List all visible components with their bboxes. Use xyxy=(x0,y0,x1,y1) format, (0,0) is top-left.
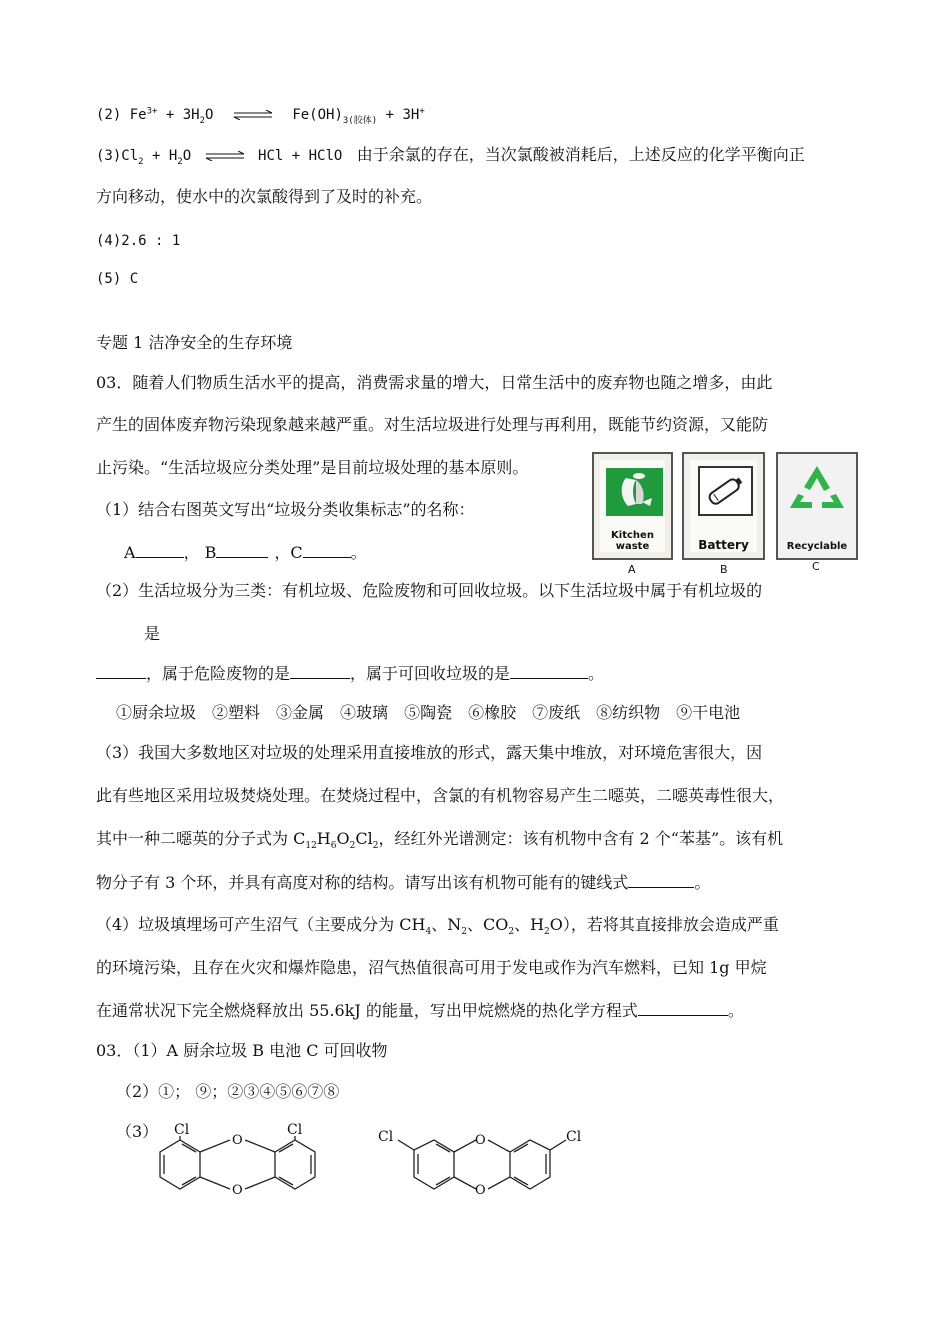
q03-intro-line3: 止污染。“生活垃圾应分类处理”是目前垃圾处理的基本原则。 xyxy=(96,458,529,477)
text: 。 xyxy=(350,543,367,562)
dioxin-structure-2 xyxy=(376,1122,591,1202)
sub: 3(胶体) xyxy=(342,115,378,126)
text: O xyxy=(182,148,192,164)
text: + 3H xyxy=(377,107,420,123)
q03-part3-line1: （3）我国大多数地区对垃圾的处理采用直接堆放的形式，露天集中堆放，对环境危害很大，因 xyxy=(96,743,763,762)
q03-part3-line3 xyxy=(96,828,783,850)
list-item: ⑨干电池 xyxy=(676,703,741,722)
chlorine-label: Cl xyxy=(378,1129,394,1145)
sub: 2 xyxy=(199,115,205,126)
text: Cl xyxy=(355,829,373,848)
q03-intro-line2: 产生的固体废弃物污染现象越来越严重。对生活垃圾进行处理与再利用，既能节约资源，又能防 xyxy=(96,415,769,434)
answer-blank-equation[interactable] xyxy=(638,999,728,1016)
text: 。 xyxy=(727,1001,744,1020)
battery-icon xyxy=(698,466,753,516)
sub: 2 xyxy=(349,841,356,852)
chlorine-label: Cl xyxy=(566,1129,582,1145)
answer-03-part2: （2）①； ⑨；②③④⑤⑥⑦⑧ xyxy=(116,1082,340,1101)
sign-letter-a: A xyxy=(628,563,636,576)
sub: 6 xyxy=(330,841,337,852)
waste-items-list xyxy=(116,702,740,724)
answer-3-equation xyxy=(96,144,805,167)
answer-3-line2: 方向移动，使水中的次氯酸得到了及时的补充。 xyxy=(96,187,433,206)
text: 、H xyxy=(514,915,545,934)
sign-caption: Recyclable xyxy=(786,541,848,552)
text: O），若将其直接排放会造成严重 xyxy=(549,915,779,934)
list-item: ④玻璃 xyxy=(340,703,389,722)
answer-blank-hazardous[interactable] xyxy=(290,662,350,679)
list-item: ⑧纺织物 xyxy=(596,703,661,722)
text: + 3H xyxy=(157,107,200,123)
label-b: ， B xyxy=(183,543,217,562)
q03-part2-line1: （2）生活垃圾分为三类：有机垃圾、危险废物和可回收垃圾。以下生活垃圾中属于有机垃圾的 xyxy=(96,581,763,600)
sub: 2 xyxy=(461,927,467,938)
sup: 3+ xyxy=(146,106,158,117)
text: (3)Cl xyxy=(96,148,139,164)
text: Fe(OH) xyxy=(292,107,343,123)
answer-2-equation xyxy=(96,104,425,126)
answer-blank-organic[interactable] xyxy=(96,662,146,679)
text: HCl + HClO xyxy=(258,148,343,164)
text: ，属于可回收垃圾的是 xyxy=(350,664,511,683)
text: 、CO xyxy=(466,915,509,934)
oxygen-label: O xyxy=(475,1183,486,1198)
text: + H xyxy=(143,148,178,164)
sup: + xyxy=(419,106,425,117)
q03-part1-blanks xyxy=(124,541,367,564)
text: 、N xyxy=(431,915,462,934)
text: O xyxy=(205,107,214,123)
apple-core-icon xyxy=(606,468,663,516)
oxygen-label: O xyxy=(475,1133,486,1148)
text: 其中一种二噁英的分子式为 C xyxy=(96,829,306,848)
text: （4）垃圾填埋场可产生沼气（主要成分为 CH xyxy=(96,915,426,934)
q03-part3-line2: 此有些地区采用垃圾焚烧处理。在焚烧过程中，含氯的有机物容易产生二噁英，二噁英毒性很大， xyxy=(96,786,785,805)
list-item: ②塑料 xyxy=(212,703,261,722)
sub: 12 xyxy=(305,841,317,852)
sub: 2 xyxy=(177,156,183,167)
answer-5: (5) C xyxy=(96,271,139,287)
text: 。 xyxy=(694,873,711,892)
sub: 2 xyxy=(508,927,515,938)
answer-4: (4)2.6 : 1 xyxy=(96,233,181,249)
equilibrium-arrow-icon xyxy=(232,110,274,120)
kitchen-waste-sign xyxy=(592,452,673,560)
text: O xyxy=(336,829,350,848)
answer-blank-recyclable[interactable] xyxy=(510,662,588,679)
text: (2) Fe xyxy=(96,107,147,123)
label-c: ，C xyxy=(274,543,303,562)
sub: 2 xyxy=(372,841,379,852)
answer-03-part3-label: （3） xyxy=(116,1122,159,1141)
q03-part3-line4 xyxy=(96,871,710,894)
q03-part4-line2: 的环境污染，且存在火灾和爆炸隐患，沼气热值很高可用于发电或作为汽车燃料，已知 1g 甲烷 xyxy=(96,958,767,977)
recycle-icon xyxy=(782,460,852,520)
list-item: ⑤陶瓷 xyxy=(404,703,453,722)
chlorine-label: Cl xyxy=(174,1122,190,1138)
dioxin-structure-1 xyxy=(150,1122,335,1202)
kitchen-waste-icon xyxy=(606,468,663,516)
q03-part2-line3 xyxy=(96,662,604,685)
label-a: A xyxy=(124,543,136,562)
answer-03-part1: 03．（1）A 厨余垃圾 B 电池 C 可回收物 xyxy=(96,1041,388,1060)
text: ，经红外光谱测定：该有机物中含有 2 个“苯基”。该有机 xyxy=(378,829,784,848)
sub: 4 xyxy=(425,927,432,938)
sub: 2 xyxy=(544,927,550,938)
list-item: ③金属 xyxy=(276,703,325,722)
text: 。 xyxy=(588,664,605,683)
q03-intro-line1: 03．随着人们物质生活水平的提高，消费需求量的增大，日常生活中的废弃物也随之增多，由此 xyxy=(96,373,773,392)
answer-blank-structure[interactable] xyxy=(628,871,694,888)
text: 物分子有 3 个环，并具有高度对称的结构。请写出该有机物可能有的键线式 xyxy=(96,873,629,892)
q03-part2-line2: 是 xyxy=(144,624,161,643)
battery-sign xyxy=(682,452,765,560)
oxygen-label: O xyxy=(232,1183,243,1198)
list-item: ⑥橡胶 xyxy=(468,703,517,722)
text: ，属于危险废物的是 xyxy=(146,664,291,683)
section-title: 专题 1 洁净安全的生存环境 xyxy=(96,333,293,352)
equilibrium-arrow-icon xyxy=(204,151,246,161)
list-item: ①厨余垃圾 xyxy=(116,703,197,722)
text: 在通常状况下完全燃烧释放出 55.6kJ 的能量，写出甲烷燃烧的热化学方程式 xyxy=(96,1001,638,1020)
text: 由于余氯的存在，当次氯酸被消耗后，上述反应的化学平衡向正 xyxy=(356,145,805,164)
chlorine-label: Cl xyxy=(287,1122,303,1138)
answer-blank-b[interactable] xyxy=(216,541,268,558)
recyclable-sign xyxy=(776,452,858,560)
q03-part4-line1 xyxy=(96,914,779,936)
sign-letter-c: C xyxy=(812,560,820,573)
q03-part4-line3 xyxy=(96,999,744,1022)
answer-blank-c[interactable] xyxy=(303,541,351,558)
battery-glyph-icon xyxy=(700,468,751,514)
text: H xyxy=(316,829,331,848)
sign-caption: Battery xyxy=(698,538,749,552)
oxygen-label: O xyxy=(232,1133,243,1148)
sign-caption: Kitchen waste xyxy=(611,530,654,552)
answer-blank-a[interactable] xyxy=(136,541,184,558)
sub: 2 xyxy=(138,156,144,167)
sign-letter-b: B xyxy=(720,563,728,576)
q03-part1: （1）结合右图英文写出“垃圾分类收集标志”的名称： xyxy=(96,500,475,519)
list-item: ⑦废纸 xyxy=(532,703,581,722)
